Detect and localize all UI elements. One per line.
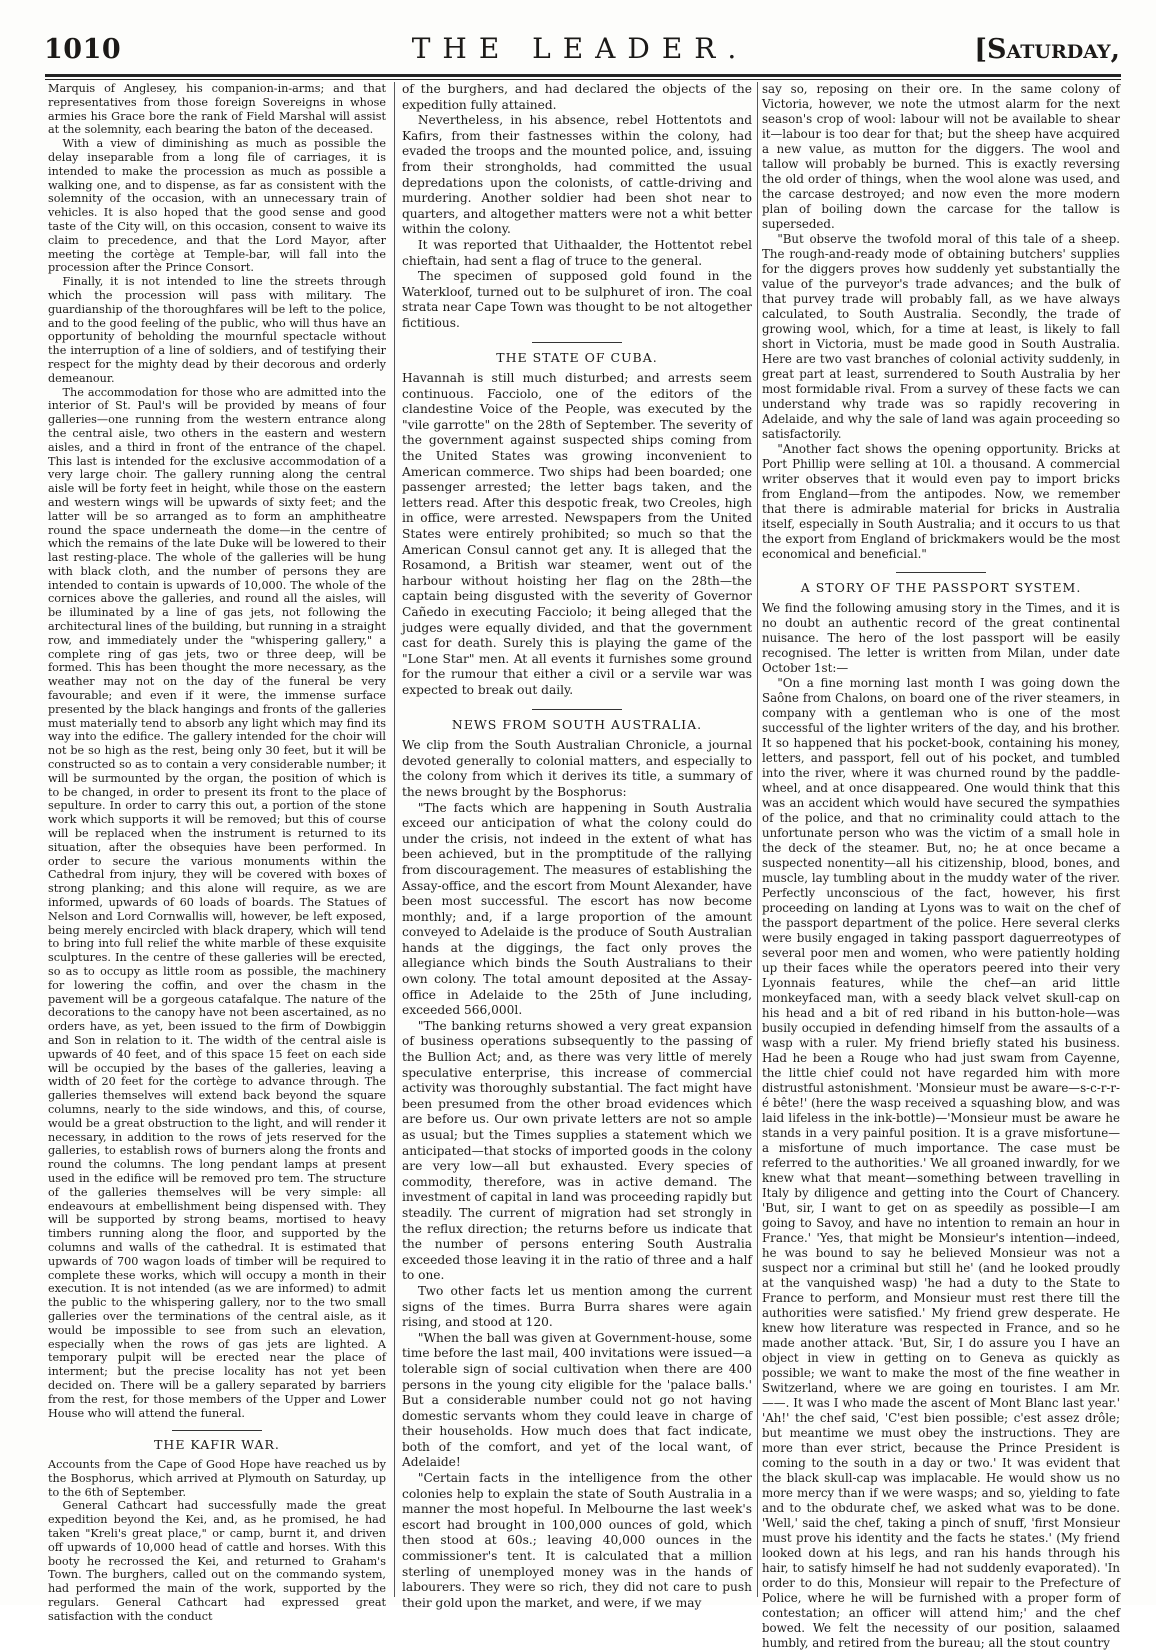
section-rule [896,572,986,573]
article-paragraph: Marquis of Anglesey, his companion-in-arms; and that representatives from those foreign Sovereigns in whose armies his Grace bore the rank of Field Marshal will assist at the solemnity, each bearing the baton of the deceased. [48,82,386,137]
page-number: 1010 [44,34,122,65]
article-paragraph: The accommodation for those who are admitted into the interior of St. Paul's will be provided by means of four galleries—one running from the western entrance along the central aisle, two others in the eastern and western aisles, and a third in front of the entrance of the chapel. This last is intended for the exclusive accommodation of a very large choir. The gallery running along the central aisle will be forty feet in height, while those on the eastern and western wings will be upwards of sixty feet; and the latter will be so arranged as to form an amphitheatre round the space underneath the dome—in the centre of which the remains of the late Duke will be lowered to their last resting-place. The whole of the galleries will be hung with black cloth, and the number of persons they are intended to contain is upwards of 10,000. The whole of the cornices above the galleries, and round all the aisles, will be illuminated by a line of gas jets, not following the architectural lines of the building, but running in a straight row, and immediately under the "whispering gallery," a complete ring of gas jets, two or three deep, will be formed. This has been thought the more necessary, as the weather may not on the day of the funeral be very favourable; and even if it were, the immense surface presented by the black hangings and fronts of the galleries must materially tend to absorb any light which may find its way into the edifice. The gallery intended for the choir will not be so high as the rest, being only 30 feet, but it will be constructed so as to contain a very considerable number; it will be surmounted by the organ, the position of which is to be changed, in order to present its front to the place of sepulture. In order to carry this out, a portion of the stone work which supports it will be removed; but this of course will be replaced when the instrument is returned to its situation, after the obsequies have been performed. In order to secure the various monuments within the Cathedral from injury, they will be covered with boxes of strong planking; and this alone will require, as we are informed, upwards of 60 loads of boards. The Statues of Nelson and Lord Cornwallis will, however, be left exposed, being merely encircled with black drapery, which will tend to bring into full relief the white marble of these exquisite sculptures. In the centre of these galleries will be erected, so as to occupy as little room as possible, the machinery for lowering the coffin, and over the chasm in the pavement will be a gorgeous catafalque. The nature of the decorations to the canopy have not been ascertained, as no orders have, as yet, been issued to the firm of Dowbiggin and Son in relation to it. The width of the central aisle is upwards of 40 feet, and of this space 15 feet on each side will be occupied by the bases of the galleries, leaving a width of 20 feet for the cortège to advance through. The galleries themselves will extend back beyond the square columns, nearly to the side windows, and this, of course, would be a great obstruction to the light, and will render it necessary, in addition to the rows of jets reserved for the galleries, to establish rows of burners along the fronts and round the columns. The long pendant lamps at present used in the edifice will be removed pro tem. The structure of the galleries themselves will be very simple: all endeavours at embellishment being dispensed with. They will be supported by strong beams, mortised to heavy timbers running along the floor, and supported by the columns and walls of the cathedral. It is estimated that upwards of 700 wagon loads of timber will be required to complete these works, which will occupy a month in their execution. It is not intended (as we are informed) to admit the public to the whispering gallery, nor to the two small galleries over the terminations of the central aisle, as it would be impossible to see from such an elevation, especially when the rows of gas jets are lighted. A temporary pulpit will be erected near the place of interment; but the precise locality has not yet been decided on. There will be a gallery separated by barriers from the rest, for those members of the Upper and Lower House who will attend the funeral. [48,385,386,1420]
section-rule [532,342,622,343]
section-heading [402,342,752,366]
column-2 [402,82,752,1610]
section-heading-text: NEWS FROM SOUTH AUSTRALIA. [451,716,703,732]
section-heading [762,572,1120,595]
date-header: [Saturday, [974,34,1120,65]
article-paragraph: It was reported that Uithaalder, the Hottentot rebel chieftain, had sent a flag of truce to the general. [402,237,752,268]
article-paragraph: Havannah is still much disturbed; and arrests seem continuous. Facciolo, one of the editors of the clandestine Voice of the People, was executed by the "vile garrotte" on the 28th of September. The severity of the government against suspected ships coming from the United States was growing inconvenient to American commerce. Two ships had been boarded; one passenger arrested; the letter bags taken, and the letters read. After this despotic freak, two Creoles, high in office, were arrested. Newspapers from the United States were entirely prohibited; so much so that the American Consul cannot get any. It is alleged that the Rosamond, a British war steamer, went out of the harbour without hoisting her flag on the 28th—the captain being disgusted with the severity of Governor Cañedo in executing Facciolo; it being alleged that the judges were equally divided, and that the government cast for death. Surely this is playing the game of the "Lone Star" men. At all events it furnishes some ground for the rumour that either a civil or a servile war was expected to break out daily. [402,371,752,697]
article-paragraph: "The facts which are happening in South Australia exceed our anticipation of what the colony could do under the crisis, not indeed in the extent of what has been achieved, but in the promptitude of the rallying from discouragement. The measures of establishing the Assay-office, and the escort from Mount Alexander, have been most successful. The escort has now become monthly; and, if a large proportion of the amount conveyed to Adelaide is the produce of South Australian hands at the diggings, the fact only proves the allegiance which binds the South Australians to their own colony. The total amount deposited at the Assay-office in Adelaide to the 25th of June including, exceeded 566,000l. [402,800,752,1018]
article-paragraph: Accounts from the Cape of Good Hope have reached us by the Bosphorus, which arrived at Plymouth on Saturday, up to the 6th of September. [48,1458,386,1499]
section-heading-text: THE KAFIR WAR. [154,1437,280,1453]
article-paragraph: "On a fine morning last month I was going down the Saône from Chalons, on board one of the river steamers, in company with a gentleman who is one of the most successful of the lighter writers of the day, and his brother. It so happened that his pocket-book, containing his money, letters, and passport, fell out of his pocket, and tumbled into the river, where it was churned round by the paddle-wheel, and at once disappeared. One would think that this was an accident which would have secured the sympathies of the police, and that no criminality could attach to the unfortunate person who was the victim of a small hole in the deck of the steamer. But, no; he at once became a suspected nonentity—all his citizenship, blood, bones, and muscle, lay tumbling about in the muddy water of the river. Perfectly unconscious of the fact, however, his first proceeding on landing at Lyons was to wait on the chef of the passport department of the police. Here several clerks were busily engaged in taking passport daguerreotypes of several poor men and women, who were patiently holding up their faces while the operators peered into their very Lyonnais features, while the chef—an arid little monkeyfaced man, with a seedy black velvet skull-cap on his head and a bit of red riband in his button-hole—was busily occupied in defending himself from the assaults of a wasp with a ruler. My friend briefly stated his business. Had he been a Rouge who had just swam from Cayenne, the little chief could not have regarded him with more distrustful astonishment. 'Monsieur must be aware—s-c-r-r-é bête!' (here the wasp received a squashing blow, and was laid lifeless in the ink-bottle)—'Monsieur must be aware he stands in a very painful position. It is a grave misfortune—a misfortune of much importance. The case must be referred to the authorities.' We all groaned inwardly, for we knew what that meant—something between travelling in Italy by diligence and getting into the Court of Chancery. 'But, sir, I want to get on as speedily as possible—I am going to Savoy, and have no intention to remain an hour in France.' 'Yes, that might be Monsieur's intention—indeed, he was bound to say he believed Monsieur was not a suspect nor a criminal but still he' (and he looked proudly at the vanquished wasp) 'he had a duty to the State to France to perform, and Monsieur must rest there till the authorities were satisfied.' My friend grew desperate. He knew how literature was respected in France, and so he made another attack. 'But, Sir, I do assure you I have an object in view in getting on to Geneva as quickly as possible; we want to make the most of the fine weather in Switzerland, where we are going en touristes. I am Mr. ——. It was I who made the ascent of Mont Blanc last year.' 'Ah!' the chef said, 'C'est bien possible; c'est assez drôle; but meantime we must obey the instructions. They are more than ever strict, because the Prince President is coming to the south in a day or two.' It was evident that the black skull-cap was implacable. He would show us no more mercy than if we were wasps; and so, yielding to fate and to the obdurate chef, we asked what was to be done. 'Well,' said the chef, taking a pinch of snuff, 'first Monsieur must prove his identity and the facts he states.' (My friend looked down at his legs, and ran his hands through his hair, to satisfy himself he had not suddenly evaporated). 'In order to do this, Monsieur will repair to the Prefecture of Police, where he will be furnished with a proper form of contestation; an officer will attend him;' and the chef bowed. We felt the necessity of our position, salaamed humbly, and retired from the bureau; all the stout country [762,676,1120,1650]
newspaper-title: THE LEADER. [411,32,749,65]
section-heading [48,1430,386,1452]
header-rule [45,74,1121,77]
article-paragraph: of the burghers, and had declared the objects of the expedition fully attained. [402,82,752,112]
section-rule [532,709,622,710]
section-heading-text: THE STATE OF CUBA. [496,349,658,365]
section-rule [172,1430,262,1431]
article-paragraph: With a view of diminishing as much as possible the delay inseparable from a long file of carriages, it is intended to make the procession as much as possible a walking one, and to dispense, as far as consistent with the solemnity of the occasion, with an unnecessary train of vehicles. It is also hoped that the good sense and good taste of the City will, on this occasion, consent to waive its claim to precedence, and that the Lord Mayor, after meeting the cortège at Temple-bar, will fall into the procession after the Prince Consort. [48,137,386,275]
article-paragraph: "The banking returns showed a very great expansion of business operations subsequently to the passing of the Bullion Act; and, as there was very little of merely speculative enterprise, this increase of commercial activity was thoroughly substantial. The fact might have been presumed from the other broad evidences which are before us. Our own private letters are not so ample as usual; but the Times supplies a statement which we anticipated—that stocks of imported goods in the colony are very low—all but exhausted. Every species of commodity, therefore, was in active demand. The investment of capital in land was proceeding rapidly but steadily. The current of migration had set strongly in the reflux direction; the returns before us indicate that the number of persons entering South Australia exceeded those leaving it in the ratio of three and a half to one. [402,1018,752,1283]
article-paragraph: General Cathcart had successfully made the great expedition beyond the Kei, and, as he promised, he had taken "Kreli's great place," or camp, burnt it, and driven off upwards of 10,000 head of cattle and horses. With this booty he recrossed the Kei, and returned to Graham's Town. The burghers, called out on the commando system, had performed the main of the work, supported by the regulars. General Cathcart had expressed great satisfaction with the conduct [48,1499,386,1623]
article-paragraph: We find the following amusing story in the Times, and it is no doubt an authentic record of the great continental nuisance. The hero of the lost passport will be easily recognised. The letter is written from Milan, under date October 1st:— [762,601,1120,675]
article-paragraph: Two other facts let us mention among the current signs of the times. Burra Burra shares were again rising, and stood at 120. [402,1283,752,1330]
column-1 [48,82,386,1623]
article-paragraph: "But observe the twofold moral of this tale of a sheep. The rough-and-ready mode of obtaining butchers' supplies for the diggers proves how suddenly yet substantially the value of the purveyor's trade advances; and the bulk of that purvey trade will probably fall, as we have always calculated, to South Australia. Secondly, the trade of growing wool, which, for a time at least, is likely to fall short in Victoria, must be made good in South Australia. Here are two vast branches of colonial activity suddenly, in great part at least, surrendered to South Australia by her most formidable rival. From a survey of these facts we can understand why trade was so rapidly recovering in Adelaide, and why the sale of land was again proceeding so satisfactorily. [762,232,1120,441]
header-rule-thin [45,79,1121,80]
column-divider [394,82,395,1597]
section-heading-text: A STORY OF THE PASSPORT SYSTEM. [800,580,1082,595]
article-paragraph: We clip from the South Australian Chronicle, a journal devoted generally to colonial matters, and especially to the colony from which it derives its title, a summary of the news brought by the Bosphorus: [402,738,752,799]
page-header [40,30,1120,66]
article-paragraph: The specimen of supposed gold found in the Waterkloof, turned out to be sulphuret of iron. The coal strata near Cape Town was thought to be not altogether fictitious. [402,269,752,330]
article-paragraph: Finally, it is not intended to line the streets through which the procession will pass with military. The guardianship of the thoroughfares will be left to the police, and to the good feeling of the public, who will thus have an opportunity of beholding the mournful spectacle without the interruption of a line of soldiers, and of testifying their respect for the mighty dead by their decorous and orderly demeanour. [48,275,386,385]
article-paragraph: Nevertheless, in his absence, rebel Hottentots and Kafirs, from their fastnesses within the colony, had evaded the troops and the mounted police, and, issuing from their strongholds, had committed the usual depredations upon the colonists, of cattle-driving and murdering. Another soldier had been shot near to quarters, and altogether matters were not a whit better within the colony. [402,113,752,237]
article-paragraph: "Another fact shows the opening opportunity. Bricks at Port Phillip were selling at 10l. a thousand. A commercial writer observes that it would even pay to import bricks from England—from the antipodes. Now, we remember that there is admirable material for bricks in Australia itself, especially in South Australia; and it occurs to us that the export from England of brickmakers would be the most economical and beneficial." [762,442,1120,561]
column-3 [762,82,1120,1650]
article-paragraph: say so, reposing on their ore. In the same colony of Victoria, however, we note the utmost alarm for the next season's crop of wool: labour will not be available to shear it—labour is too dear for that; but the sheep have acquired a new value, as mutton for the diggers. The wool and tallow will probably be burned. This is exactly reversing the old order of things, when the wool alone was used, and the carcase destroyed; and now even the more modern plan of boiling down the carcase for the tallow is superseded. [762,82,1120,231]
column-divider [757,82,758,1597]
article-paragraph: "Certain facts in the intelligence from the other colonies help to explain the state of South Australia in a manner the most hopeful. In Melbourne the last week's escort had brought in 100,000 ounces of gold, which then stood at 60s.; leaving 40,000 ounces in the commissioner's tent. It is calculated that a million sterling of unemployed money was in the hands of labourers. They were so rich, they did not care to push their gold upon the market, and were, if we may [402,1471,752,1610]
section-heading [402,709,752,733]
article-paragraph: "When the ball was given at Government-house, some time before the last mail, 400 invitations were issued—a tolerable sign of social cultivation when there are 400 persons in the young city eligible for the 'palace balls.' But a considerable number could not go not having domestic servants whom they could leave in charge of their households. How much does that fact indicate, both of the comfort, and yet of the local want, of Adelaide! [402,1330,752,1470]
